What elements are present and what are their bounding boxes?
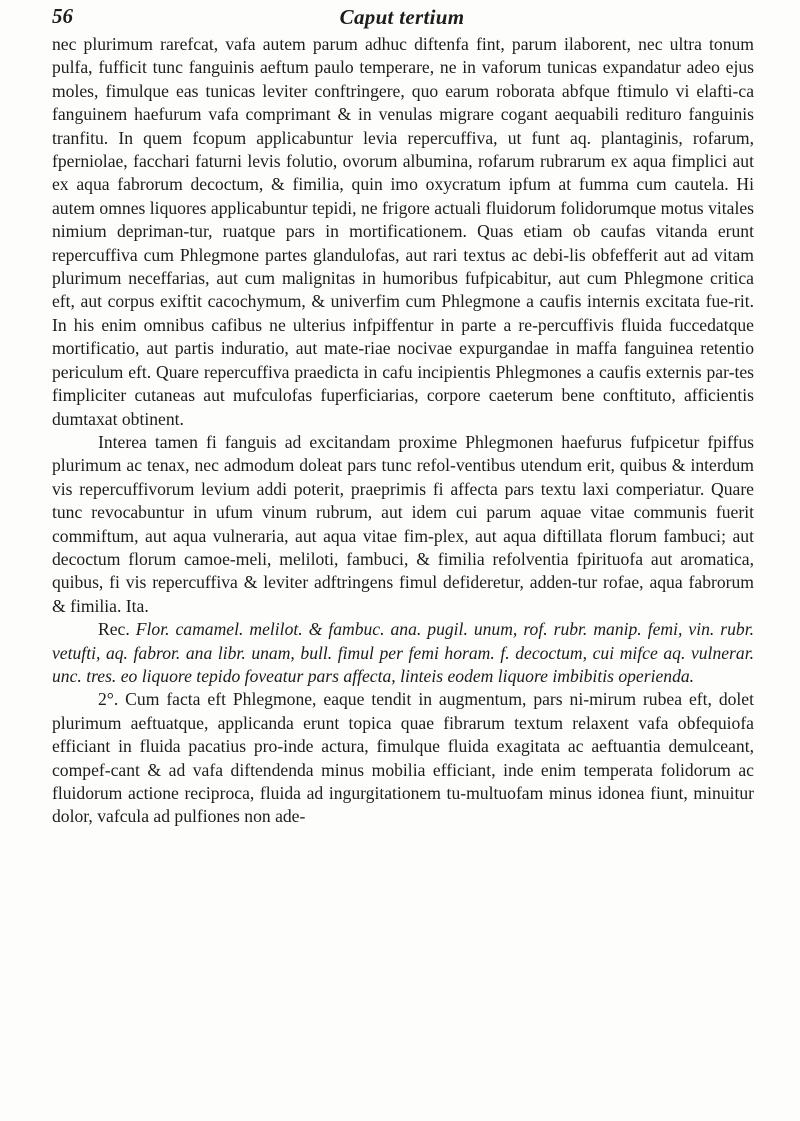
running-head: Caput tertium [339,5,465,29]
section-two-text: Cum facta eft Phlegmone, eaque tendit in augmentum, pars ni-mirum rubea eft, dolet plurimum aeftuatque, applicanda erunt topica quae fibrarum textum relaxent vafa obfequiofa efficiant in fluida pacatius pro-inde actura, fimulque fluida exagitata ac aeftuantia demulceant, compef-cant & ad vafa diftendenda minus mobilia efficiant, inde enim temperata folidorum ac fluidorum actione reciproca, fluida ad ingurgitationem tu-multuofam minus idonea fiunt, minuitur dolor, vafcula ad pulfiones non ade- [52,689,755,827]
recipe-paragraph [52,618,754,688]
recipe-text: Flor. camamel. melilot. & fambuc. ana. pugil. unum, rof. rubr. manip. femi, vin. rubr. vetufti, aq. fabror. ana libr. unam, bull. fimul per femi horam. f. decoctum, cui mifce aq. vulnerar. unc. tres. eo liquore tepido foveatur pars affecta, linteis eodem liquore imbibitis operienda. [52,619,754,686]
section-number: 2°. [98,689,119,710]
paragraph-section-two [52,688,754,828]
recipe-label: Rec. [98,619,130,640]
page-header [52,4,752,34]
body-text [52,33,754,829]
page-number: 56 [52,4,73,28]
paragraph-resolventia: Interea tamen fi fanguis ad excitandam proxime Phlegmonen haefurus fufpicetur fpiffus plurimum ac tenax, nec admodum doleat pars tunc refol-ventibus utendum erit, quibus & interdum vis repercuffivorum levium addi poterit, praeprimis fi affecta pars textu laxi comperiatur. Quare tunc revocabuntur in ufum vinum rubrum, aut idem cui parum aquae vitae communis fuerit commiftum, aut aqua vulneraria, aut aqua vitae fim-plex, aut aqua diftillata florum fambuci; aut decoctum florum camoe-meli, meliloti, fambuci, & fimilia refolventia fpirituofa aut aromatica, quibus, fi vis repercuffiva & leviter adftringens fimul defideretur, adden-tur rofae, aqua fabrorum & fimilia. Ita. [52,431,754,616]
paragraph-continuation: nec plurimum rarefcat, vafa autem parum adhuc diftenfa fint, parum ilaborent, nec ultra tonum pulfa, fufficit tunc fanguinis aeftum paulo temperare, ne in vaforum tunicas expandatur adeo ejus moles, fimulque eas tunicas leviter conftringere, quo earum roborata abfque ftimulo vi elafti-ca fanguinem haefurum vafa comprimant & in venulas migrare cogant aequabili redituro fanguinis tranfitu. In quem fcopum applicabuntur levia repercuffiva, ut funt aq. plantaginis, rofarum, fperniolae, facchari faturni levis folutio, ovorum albumina, rofarum rubrarum ex aqua fimplici aut ex aqua fabrorum decoctum, & fimilia, quin imo oxycratum ipfum at fumma cum cautela. Hi autem omnes liquores applicabuntur tepidi, ne frigore actuali fluidorum folidorumque motus vitales nimium depriman-tur, ruatque pars in mortificationem. Quas etiam ob caufas vitanda erunt repercuffiva cum Phlegmone partes glandulofas, aut rari textus ac debi-lis obfefferit aut ad vitam plurimum neceffarias, aut cum malignitas in humoribus fufpicabitur, aut cum Phlegmone critica eft, aut corpus exiftit cacochymum, & univerfim cum Phlegmone a caufis internis excitata fue-rit. In his enim omnibus cafibus ne ulterius infpiffentur in parte a re-percuffivis fluida fuccedatque mortificatio, aut partis induratio, aut mate-riae nocivae expurgandae in maffa fanguinea retentio periculum eft. Quare repercuffiva praedicta in cafu incipientis Phlegmones a caufis externis par-tes fimpliciter cutaneas aut mufculofas fuperficiarias, corpore caeterum bene conftituto, afficientis dumtaxat obtinent. [52,34,754,429]
